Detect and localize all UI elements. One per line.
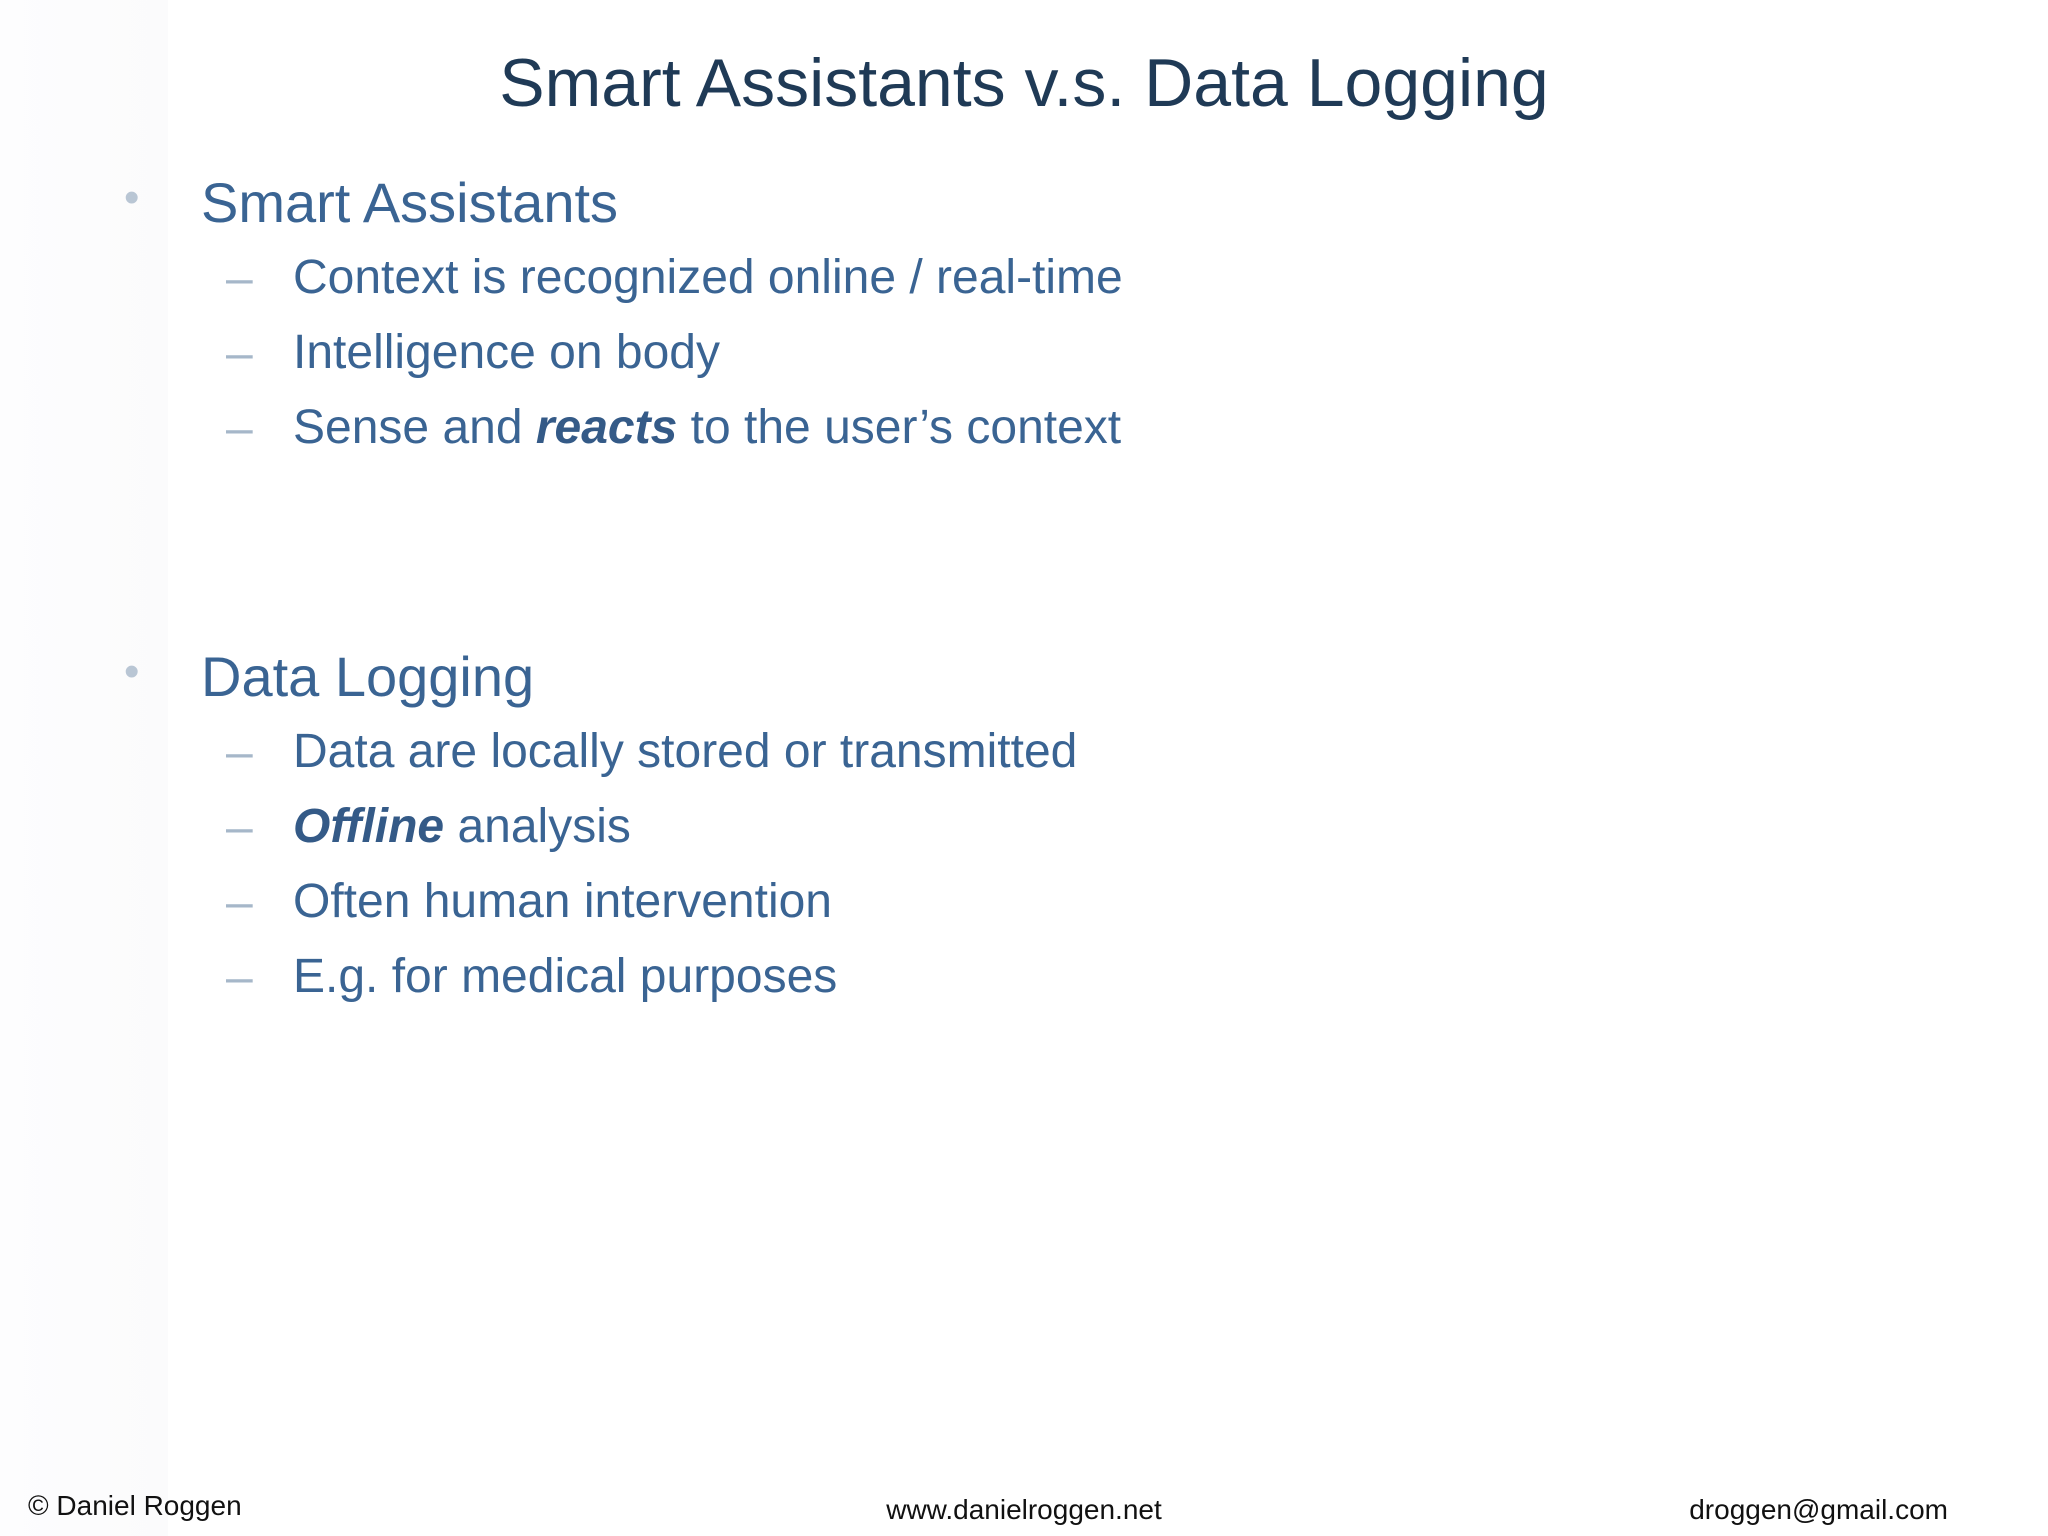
- sub-item: [0, 323, 2048, 398]
- sub-list: [0, 248, 2048, 473]
- sub-item: [0, 797, 2048, 872]
- sub-item-text: E.g. for medical purposes: [293, 950, 838, 1003]
- footer-website: www.danielroggen.net: [886, 1494, 1162, 1525]
- bullet-heading: Data Logging: [201, 645, 535, 708]
- dash-icon: –: [226, 327, 253, 380]
- sub-item-text: Offline analysis: [293, 800, 631, 853]
- sub-item: [0, 872, 2048, 947]
- dash-icon: –: [226, 876, 253, 929]
- bullet-item: [0, 642, 2048, 716]
- bullet-heading: Smart Assistants: [201, 171, 619, 234]
- dash-icon: –: [226, 951, 253, 1004]
- sub-item-text: Often human intervention: [293, 875, 832, 928]
- sub-item: [0, 398, 2048, 473]
- section-data-logging: [0, 642, 2048, 1022]
- sub-item-text: Sense and reacts to the user’s context: [293, 401, 1122, 454]
- sub-item-text: Context is recognized online / real-time: [293, 251, 1123, 304]
- bullet-dot-icon: •: [124, 173, 140, 222]
- bullet-dot-icon: •: [124, 647, 140, 696]
- dash-icon: –: [226, 402, 253, 455]
- footer-email: droggen@gmail.com: [1689, 1494, 1948, 1525]
- sub-item-text: Intelligence on body: [293, 326, 720, 379]
- dash-icon: –: [226, 252, 253, 305]
- footer-copyright: © Daniel Roggen: [28, 1490, 242, 1521]
- sub-item: [0, 722, 2048, 797]
- sub-item-text: Data are locally stored or transmitted: [293, 725, 1078, 778]
- dash-icon: –: [226, 726, 253, 779]
- section-smart-assistants: [0, 168, 2048, 473]
- sub-list: [0, 722, 2048, 1022]
- bullet-item: [0, 168, 2048, 242]
- emphasis-text: reacts: [535, 401, 678, 454]
- sub-item: [0, 248, 2048, 323]
- slide-title: Smart Assistants v.s. Data Logging: [499, 45, 1549, 121]
- emphasis-text: Offline: [293, 800, 445, 853]
- sub-item: [0, 947, 2048, 1022]
- dash-icon: –: [226, 801, 253, 854]
